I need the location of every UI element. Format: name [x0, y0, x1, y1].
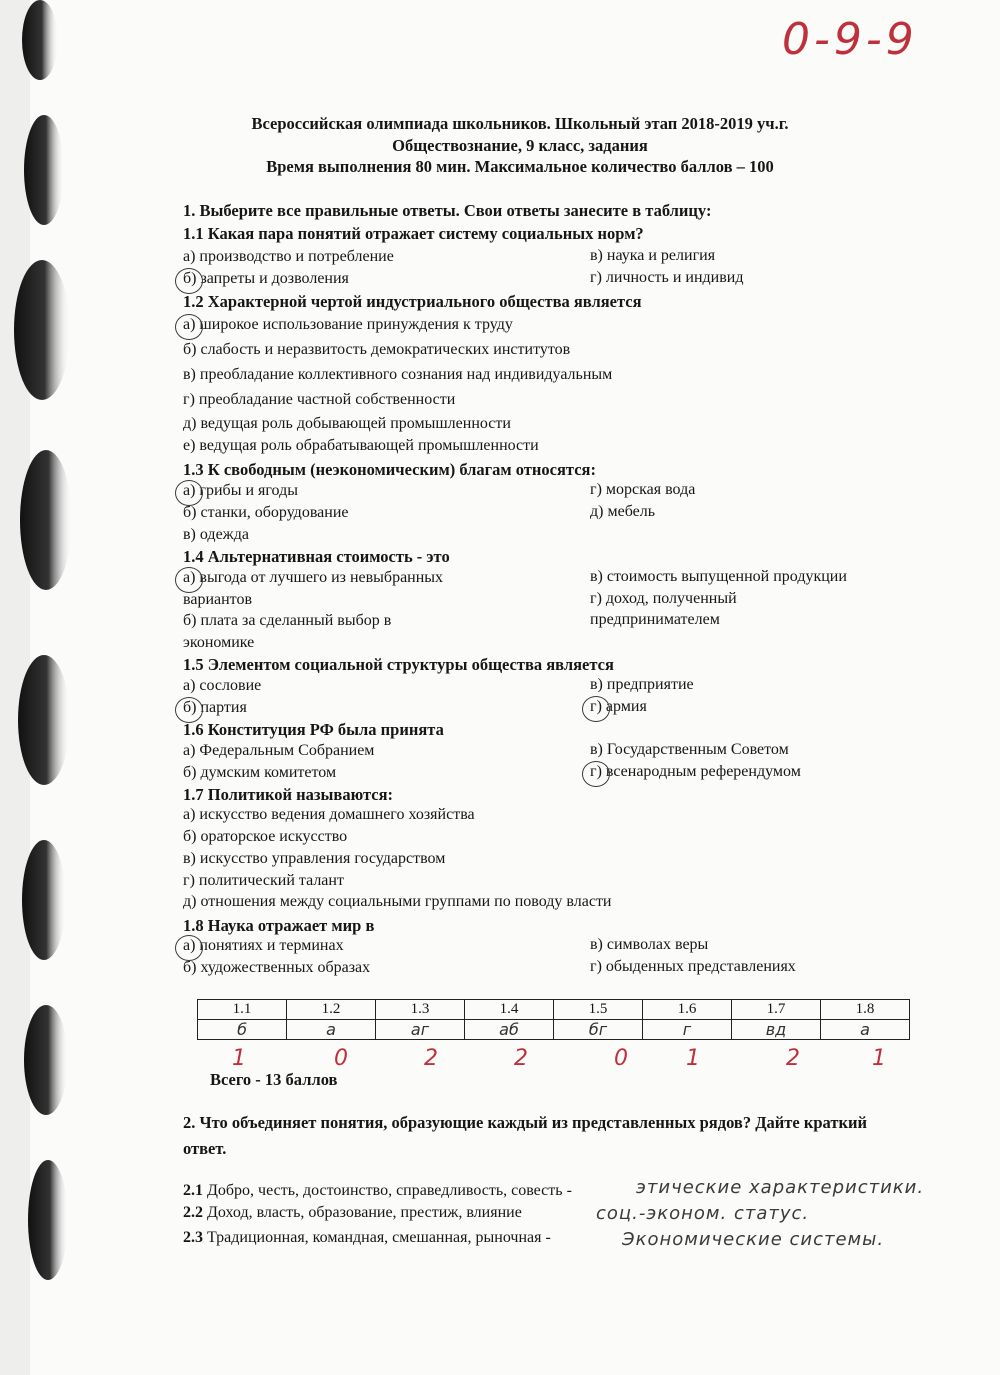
- option: а) понятиях и терминах: [183, 937, 344, 954]
- header-subject: Обществознание, 9 класс, задания: [392, 135, 648, 155]
- score-mark: 2: [786, 1046, 800, 1071]
- option: б) слабость и неразвитость демократических институтов: [183, 341, 571, 358]
- option: в) предприятие: [590, 676, 694, 693]
- section2-row: [183, 1182, 572, 1200]
- score-mark: 1: [686, 1046, 700, 1071]
- header-time: Время выполнения 80 мин. Максимальное количество баллов – 100: [266, 157, 774, 176]
- option: в) стоимость выпущенной продукции: [590, 568, 847, 585]
- answer-circle-mark: [175, 567, 203, 593]
- table-header-cell: 1.5: [554, 1000, 643, 1020]
- section2-row: [183, 1204, 522, 1222]
- table-answer-cell: бг: [554, 1020, 643, 1040]
- score-mark: 2: [424, 1046, 438, 1071]
- option: б) станки, оборудование: [183, 504, 349, 521]
- table-header-row: [198, 1000, 910, 1020]
- table-answer-cell: б: [198, 1020, 287, 1040]
- option: предпринимателем: [590, 611, 720, 628]
- option: е) ведущая роль обрабатывающей промышленности: [183, 437, 539, 454]
- row-text: Доход, власть, образование, престиж, влияние: [207, 1204, 522, 1221]
- score-mark: 0: [334, 1046, 348, 1071]
- scan-edge-artifact: [0, 0, 86, 1375]
- option: г) армия: [590, 698, 647, 715]
- question-1-6-title: 1.6 Конституция РФ была принята: [183, 720, 444, 739]
- section1-title: 1. Выберите все правильные ответы. Свои ответы занесите в таблицу:: [183, 201, 712, 220]
- option: б) запреты и дозволения: [183, 270, 349, 287]
- table-header-cell: 1.2: [287, 1000, 376, 1020]
- table-header-cell: 1.4: [465, 1000, 554, 1020]
- answer-circle-mark: [175, 314, 203, 340]
- table-answer-cell: вд: [732, 1020, 821, 1040]
- question-1-8-title: 1.8 Наука отражает мир в: [183, 916, 375, 935]
- question-1-2-title: 1.2 Характерной чертой индустриального общества является: [183, 292, 642, 311]
- table-answer-cell: а: [821, 1020, 910, 1040]
- row-number: 2.2: [183, 1204, 203, 1221]
- option: г) личность и индивид: [590, 269, 744, 286]
- section2-title: 2. Что объединяет понятия, образующие каждый из представленных рядов? Дайте краткий ответ.: [183, 1113, 867, 1158]
- option: в) Государственным Советом: [590, 741, 789, 758]
- option: г) обыденных представлениях: [590, 958, 796, 975]
- answer-circle-mark: [175, 480, 203, 506]
- option: а) широкое использование принуждения к труду: [183, 316, 513, 333]
- option: г) всенародным референдумом: [590, 763, 801, 780]
- option: а) Федеральным Собранием: [183, 742, 375, 759]
- option: г) политический талант: [183, 872, 344, 889]
- handwritten-score: 0-9-9: [782, 14, 918, 65]
- option: б) плата за сделанный выбор в: [183, 612, 392, 629]
- table-header-cell: 1.1: [198, 1000, 287, 1020]
- answer-circle-mark: [175, 935, 203, 961]
- option: г) доход, полученный: [590, 590, 737, 607]
- option: г) морская вода: [590, 481, 696, 498]
- table-header-cell: 1.3: [376, 1000, 465, 1020]
- option: д) отношения между социальными группами по поводу власти: [183, 893, 612, 910]
- option: а) искусство ведения домашнего хозяйства: [183, 806, 475, 823]
- option: б) ораторское искусство: [183, 828, 348, 845]
- handwritten-answer: Экономические системы.: [622, 1229, 885, 1250]
- section2-row: [183, 1229, 551, 1247]
- question-1-3-title: 1.3 К свободным (неэкономическим) благам относятся:: [183, 460, 596, 479]
- table-answer-cell: аг: [376, 1020, 465, 1040]
- option: д) мебель: [590, 503, 656, 520]
- option: в) символах веры: [590, 936, 709, 953]
- option: в) наука и религия: [590, 247, 716, 264]
- table-answer-row: [198, 1020, 910, 1040]
- score-mark: 1: [872, 1046, 886, 1071]
- score-mark: 2: [514, 1046, 528, 1071]
- option: в) искусство управления государством: [183, 850, 446, 867]
- answer-circle-mark: [175, 268, 203, 294]
- score-mark: 1: [232, 1046, 246, 1071]
- table-header-cell: 1.8: [821, 1000, 910, 1020]
- option: вариантов: [183, 591, 253, 608]
- option: д) ведущая роль добывающей промышленности: [183, 415, 511, 432]
- option: экономике: [183, 634, 255, 651]
- question-1-5-title: 1.5 Элементом социальной структуры общества является: [183, 655, 614, 674]
- table-answer-cell: а: [287, 1020, 376, 1040]
- score-mark: 0: [614, 1046, 628, 1071]
- option: б) думским комитетом: [183, 764, 337, 781]
- handwritten-answer: соц.-эконом. статус.: [596, 1203, 810, 1224]
- option: а) сословие: [183, 677, 262, 694]
- question-1-4-title: 1.4 Альтернативная стоимость - это: [183, 547, 450, 566]
- row-number: 2.1: [183, 1182, 203, 1199]
- row-text: Традиционная, командная, смешанная, рыночная -: [207, 1229, 551, 1246]
- option: а) грибы и ягоды: [183, 482, 298, 499]
- answer-circle-mark: [582, 761, 610, 787]
- question-1-7-title: 1.7 Политикой называются:: [183, 785, 394, 804]
- document-header: [200, 113, 840, 178]
- option: в) одежда: [183, 526, 249, 543]
- option: г) преобладание частной собственности: [183, 391, 456, 408]
- header-title: Всероссийская олимпиада школьников. Школьный этап 2018-2019 уч.г.: [251, 114, 789, 133]
- option: б) художественных образах: [183, 959, 371, 976]
- question-1-1-title: 1.1 Какая пара понятий отражает систему социальных норм?: [183, 224, 644, 243]
- row-text: Добро, честь, достоинство, справедливость, совесть -: [207, 1182, 572, 1199]
- row-number: 2.3: [183, 1229, 203, 1246]
- table-header-cell: 1.6: [643, 1000, 732, 1020]
- handwritten-answer: этические характеристики.: [636, 1177, 925, 1198]
- option: а) производство и потребление: [183, 248, 394, 265]
- option: а) выгода от лучшего из невыбранных: [183, 569, 444, 586]
- option: в) преобладание коллективного сознания над индивидуальным: [183, 366, 613, 383]
- answer-circle-mark: [582, 696, 610, 722]
- table-header-cell: 1.7: [732, 1000, 821, 1020]
- table-answer-cell: г: [643, 1020, 732, 1040]
- answer-table: [197, 999, 910, 1040]
- option: б) партия: [183, 699, 247, 716]
- table-answer-cell: аб: [465, 1020, 554, 1040]
- section1-total: Всего - 13 баллов: [210, 1070, 338, 1089]
